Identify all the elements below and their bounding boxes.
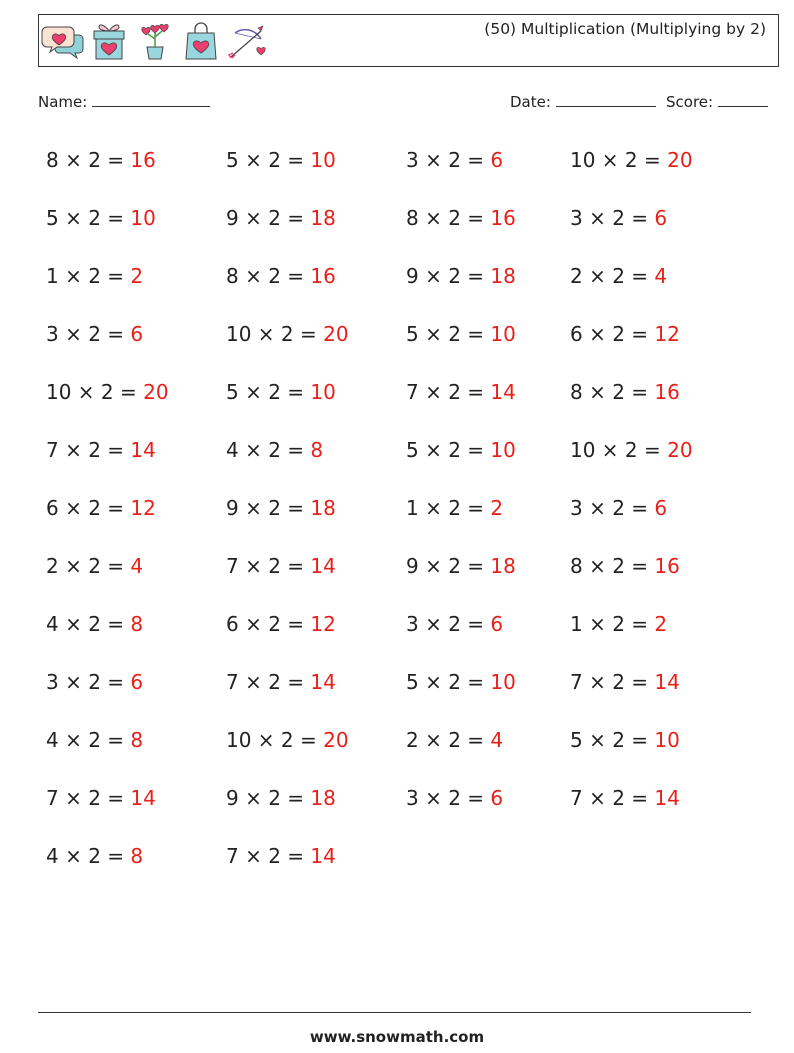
- problem-item: [570, 612, 667, 636]
- problem-question: 7 × 2 =: [570, 670, 649, 694]
- problem-item: [570, 322, 680, 346]
- problem-item: [570, 670, 680, 694]
- chat-hearts-icon: [41, 19, 85, 63]
- problem-answer: 14: [130, 438, 156, 462]
- name-blank-line[interactable]: [92, 92, 210, 107]
- problem-question: 7 × 2 =: [406, 380, 485, 404]
- score-blank-line[interactable]: [718, 92, 768, 107]
- problem-question: 6 × 2 =: [570, 322, 649, 346]
- problem-item: [406, 728, 503, 752]
- problem-question: 9 × 2 =: [406, 554, 485, 578]
- problem-question: 9 × 2 =: [226, 496, 305, 520]
- problem-answer: 8: [130, 612, 144, 636]
- problem-item: [406, 322, 516, 346]
- problem-item: [406, 612, 503, 636]
- problem-answer: 10: [654, 728, 680, 752]
- problem-answer: 2: [654, 612, 668, 636]
- problem-answer: 12: [654, 322, 680, 346]
- problem-item: [406, 786, 503, 810]
- problem-question: 8 × 2 =: [46, 148, 125, 172]
- problem-question: 1 × 2 =: [570, 612, 649, 636]
- problem-item: [226, 496, 336, 520]
- problem-answer: 18: [310, 786, 336, 810]
- problem-question: 4 × 2 =: [46, 612, 125, 636]
- problem-item: [46, 496, 156, 520]
- problem-answer: 8: [130, 844, 144, 868]
- problem-item: [226, 612, 336, 636]
- problem-answer: 4: [130, 554, 144, 578]
- problem-item: [570, 786, 680, 810]
- problem-answer: 20: [323, 728, 349, 752]
- problem-item: [570, 380, 680, 404]
- problem-item: [46, 148, 156, 172]
- problem-item: [570, 496, 667, 520]
- problem-item: [570, 554, 680, 578]
- heart-plant-icon: [133, 19, 177, 63]
- problem-question: 10 × 2 =: [46, 380, 137, 404]
- problem-answer: 6: [654, 496, 668, 520]
- problem-item: [46, 264, 143, 288]
- problem-item: [46, 380, 169, 404]
- problem-question: 5 × 2 =: [406, 322, 485, 346]
- problem-item: [226, 728, 349, 752]
- problem-question: 3 × 2 =: [406, 148, 485, 172]
- problem-question: 3 × 2 =: [406, 786, 485, 810]
- problem-question: 7 × 2 =: [46, 438, 125, 462]
- problem-item: [46, 786, 156, 810]
- problem-question: 4 × 2 =: [46, 844, 125, 868]
- problem-item: [570, 438, 693, 462]
- shopping-bag-heart-icon: [179, 19, 223, 63]
- problem-question: 2 × 2 =: [570, 264, 649, 288]
- problem-item: [46, 438, 156, 462]
- problem-item: [46, 728, 143, 752]
- name-label: Name:: [38, 93, 88, 111]
- problem-answer: 16: [490, 206, 516, 230]
- problem-question: 10 × 2 =: [570, 148, 661, 172]
- problem-question: 3 × 2 =: [46, 322, 125, 346]
- problem-answer: 12: [130, 496, 156, 520]
- problem-answer: 10: [130, 206, 156, 230]
- problem-question: 1 × 2 =: [46, 264, 125, 288]
- problem-item: [226, 844, 336, 868]
- problem-answer: 14: [310, 844, 336, 868]
- problem-answer: 8: [130, 728, 144, 752]
- problem-item: [226, 206, 336, 230]
- problem-item: [570, 728, 680, 752]
- problem-item: [406, 670, 516, 694]
- problem-answer: 20: [143, 380, 169, 404]
- problem-question: 5 × 2 =: [46, 206, 125, 230]
- problem-answer: 2: [490, 496, 504, 520]
- problem-item: [46, 612, 143, 636]
- problem-item: [226, 264, 336, 288]
- problem-item: [226, 148, 336, 172]
- problem-answer: 6: [130, 322, 144, 346]
- problem-question: 3 × 2 =: [46, 670, 125, 694]
- problem-item: [46, 554, 143, 578]
- problem-answer: 6: [654, 206, 668, 230]
- problem-item: [46, 206, 156, 230]
- problem-question: 5 × 2 =: [406, 670, 485, 694]
- problem-answer: 20: [323, 322, 349, 346]
- problem-item: [570, 148, 693, 172]
- worksheet-header: [38, 14, 779, 67]
- problem-item: [226, 438, 323, 462]
- problem-question: 7 × 2 =: [226, 670, 305, 694]
- problem-answer: 10: [490, 438, 516, 462]
- problem-item: [46, 670, 143, 694]
- problem-question: 5 × 2 =: [226, 380, 305, 404]
- problem-answer: 4: [654, 264, 668, 288]
- problem-answer: 14: [310, 554, 336, 578]
- problem-item: [226, 554, 336, 578]
- problem-question: 7 × 2 =: [226, 844, 305, 868]
- problem-item: [406, 380, 516, 404]
- problem-question: 7 × 2 =: [226, 554, 305, 578]
- date-blank-line[interactable]: [556, 92, 656, 107]
- date-label: Date:: [510, 93, 551, 111]
- footer-site: www.snowmath.com: [309, 1028, 485, 1046]
- problem-item: [406, 148, 503, 172]
- problem-answer: 6: [490, 148, 504, 172]
- problem-question: 6 × 2 =: [226, 612, 305, 636]
- problem-question: 3 × 2 =: [570, 206, 649, 230]
- problem-item: [406, 554, 516, 578]
- problem-answer: 16: [654, 380, 680, 404]
- problem-answer: 18: [310, 496, 336, 520]
- problem-answer: 2: [130, 264, 144, 288]
- gift-heart-icon: [87, 19, 131, 63]
- problem-answer: 20: [667, 438, 693, 462]
- problem-answer: 18: [310, 206, 336, 230]
- problem-answer: 10: [490, 322, 516, 346]
- problem-question: 5 × 2 =: [570, 728, 649, 752]
- problem-question: 1 × 2 =: [406, 496, 485, 520]
- problem-answer: 14: [654, 786, 680, 810]
- problem-answer: 20: [667, 148, 693, 172]
- problem-question: 7 × 2 =: [46, 786, 125, 810]
- problem-item: [226, 786, 336, 810]
- problem-answer: 14: [130, 786, 156, 810]
- problem-question: 5 × 2 =: [406, 438, 485, 462]
- problem-question: 10 × 2 =: [226, 728, 317, 752]
- problem-answer: 14: [310, 670, 336, 694]
- problem-question: 9 × 2 =: [406, 264, 485, 288]
- problem-question: 2 × 2 =: [406, 728, 485, 752]
- problem-answer: 4: [490, 728, 504, 752]
- problem-item: [406, 438, 516, 462]
- problem-question: 4 × 2 =: [226, 438, 305, 462]
- problem-answer: 12: [310, 612, 336, 636]
- problem-question: 6 × 2 =: [46, 496, 125, 520]
- problem-answer: 10: [310, 148, 336, 172]
- problem-question: 8 × 2 =: [570, 380, 649, 404]
- problem-answer: 14: [490, 380, 516, 404]
- problem-question: 2 × 2 =: [46, 554, 125, 578]
- problem-question: 7 × 2 =: [570, 786, 649, 810]
- problem-question: 3 × 2 =: [406, 612, 485, 636]
- problem-question: 9 × 2 =: [226, 786, 305, 810]
- footer-divider: [38, 1012, 751, 1013]
- problem-question: 8 × 2 =: [570, 554, 649, 578]
- problem-question: 8 × 2 =: [226, 264, 305, 288]
- problem-answer: 16: [310, 264, 336, 288]
- problem-answer: 6: [130, 670, 144, 694]
- problem-answer: 6: [490, 612, 504, 636]
- problem-answer: 10: [310, 380, 336, 404]
- problem-item: [46, 322, 143, 346]
- problem-question: 3 × 2 =: [570, 496, 649, 520]
- problem-item: [570, 206, 667, 230]
- problem-answer: 8: [310, 438, 324, 462]
- problem-answer: 16: [130, 148, 156, 172]
- worksheet-title: (50) Multiplication (Multiplying by 2): [484, 20, 766, 38]
- problem-answer: 10: [490, 670, 516, 694]
- problem-answer: 18: [490, 554, 516, 578]
- problem-item: [226, 322, 349, 346]
- problem-item: [570, 264, 667, 288]
- score-field[interactable]: [666, 92, 768, 111]
- problem-answer: 6: [490, 786, 504, 810]
- problem-question: 9 × 2 =: [226, 206, 305, 230]
- problem-question: 8 × 2 =: [406, 206, 485, 230]
- problem-item: [406, 496, 503, 520]
- problem-question: 10 × 2 =: [226, 322, 317, 346]
- date-field[interactable]: [510, 92, 656, 111]
- problem-question: 4 × 2 =: [46, 728, 125, 752]
- problem-item: [406, 206, 516, 230]
- problem-item: [226, 670, 336, 694]
- problem-question: 10 × 2 =: [570, 438, 661, 462]
- problem-answer: 16: [654, 554, 680, 578]
- problem-answer: 18: [490, 264, 516, 288]
- score-label: Score:: [666, 93, 714, 111]
- problem-item: [226, 380, 336, 404]
- problem-item: [46, 844, 143, 868]
- name-field[interactable]: [38, 92, 210, 111]
- problem-answer: 14: [654, 670, 680, 694]
- problem-item: [406, 264, 516, 288]
- problem-question: 5 × 2 =: [226, 148, 305, 172]
- cupid-bow-arrow-icon: [225, 19, 269, 63]
